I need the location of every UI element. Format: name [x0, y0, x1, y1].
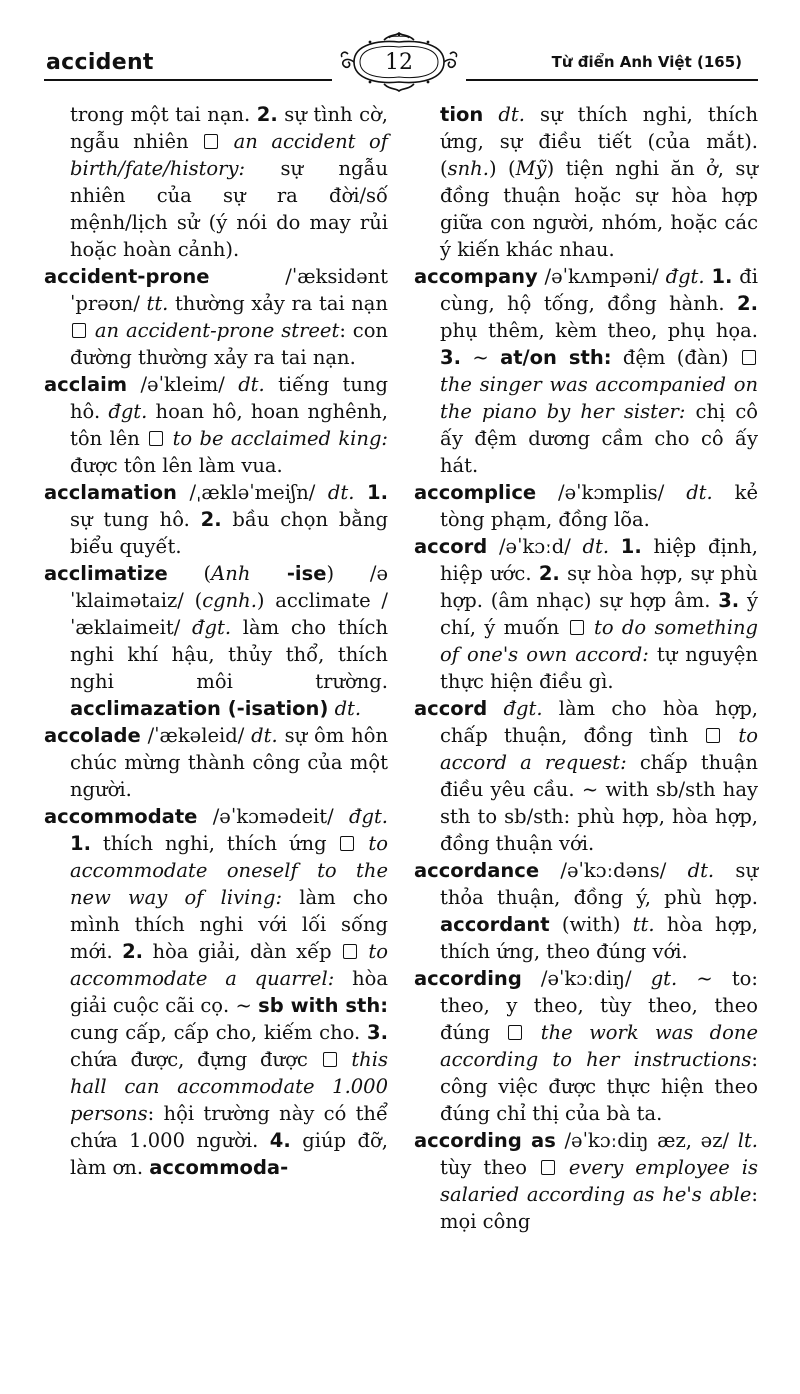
italic-text: đgt.	[665, 265, 705, 288]
italic-text: to accord a request:	[440, 724, 758, 774]
italic-text: to do something of one's own accord:	[440, 616, 758, 666]
definition-text: bầu chọn bằng biểu quyết.	[70, 508, 388, 558]
italic-text: dt.	[686, 481, 713, 504]
definition-text: sự tình cờ, ngẫu nhiên	[70, 103, 388, 153]
headword: according	[414, 967, 522, 990]
italic-text: cgnh.	[202, 589, 257, 612]
bold-text: tion	[440, 103, 484, 126]
definition-text: : công việc được thực hiện theo đúng chỉ thị của bà ta.	[440, 1048, 758, 1125]
bold-text: 1.	[711, 265, 733, 288]
definition-text: /əˈkɔːdəns/	[539, 859, 688, 882]
entry-accolade	[44, 722, 388, 803]
italic-text: Mỹ	[515, 157, 547, 180]
definition-text: đệm (đàn)	[611, 346, 740, 369]
italic-text: đgt.	[503, 697, 543, 720]
example-box-icon	[742, 350, 756, 365]
header-rule-right	[466, 79, 758, 81]
definition-text: hòa hợp, thích ứng, theo đúng với.	[440, 913, 758, 963]
definition-text: /əˈkɔːdiŋ/	[521, 967, 651, 990]
bold-text: 2.	[737, 292, 758, 315]
definition-text: /əˈkleim/	[127, 373, 239, 396]
headword: acclamation	[44, 481, 177, 504]
definition-text: /əˈkɔːd/	[487, 535, 583, 558]
example-box-icon	[343, 944, 357, 959]
definition-text	[487, 697, 503, 720]
headword: accord	[414, 535, 488, 558]
left-column	[44, 101, 388, 1181]
italic-text: đgt.	[349, 805, 388, 828]
example-box-icon	[204, 134, 218, 149]
definition-text	[609, 535, 621, 558]
definition-text: ~ to: theo, y theo, tùy theo, theo đúng	[440, 967, 758, 1044]
bold-text: acclimazation (-isation)	[70, 697, 329, 720]
headword: accomplice	[414, 481, 537, 504]
definition-text	[483, 103, 498, 126]
definition-text: /ˌækləˈmeiʃn/	[176, 481, 328, 504]
entry-according-as	[414, 1127, 758, 1235]
italic-text: the singer was accompanied on the piano by her sister:	[440, 373, 758, 423]
italic-text: dt.	[687, 859, 715, 882]
headword: according as	[414, 1129, 556, 1152]
definition-text: : con đường thường xảy ra tai nạn.	[70, 319, 388, 369]
italic-text: to accommodate oneself to the new way of living:	[70, 832, 388, 909]
entry-accord-verb	[414, 695, 758, 857]
bold-text: 3.	[718, 589, 740, 612]
definition-text	[354, 481, 367, 504]
header-rule-left	[44, 79, 332, 81]
bold-text: 2.	[256, 103, 278, 126]
bold-text: at/on sth:	[500, 346, 612, 369]
definition-text: sự ôm hôn chúc mừng thành công của một người.	[70, 724, 388, 801]
definition-text: ) /əˈklaimətaiz/ (	[70, 562, 389, 612]
italic-text: Anh	[211, 562, 251, 585]
definition-text: thích nghi, thích ứng	[90, 832, 339, 855]
bold-text: -ise	[250, 562, 327, 585]
definition-text: đi cùng, hộ tống, đồng hành.	[440, 265, 759, 315]
definition-text: (with)	[549, 913, 633, 936]
italic-text: lt.	[737, 1129, 758, 1152]
bold-text: 3.	[440, 346, 461, 369]
definition-text: làm cho thích nghi khí hậu, thủy thổ, thích nghi môi trường.	[70, 616, 389, 693]
definition-text: : hội trường này có thể chứa 1.000 người.	[70, 1102, 388, 1152]
headword: accolade	[44, 724, 141, 747]
italic-text: tt.	[146, 292, 169, 315]
headword: accommodate	[44, 805, 198, 828]
page-number: 12	[385, 50, 413, 75]
italic-text: the work was done according to her instructions	[440, 1021, 758, 1071]
definition-text: ) acclimate /ˈæklaimeit/	[70, 589, 388, 639]
example-box-icon	[706, 728, 720, 743]
italic-text: tt.	[632, 913, 655, 936]
italic-text: an accident of birth/fate/history:	[70, 130, 388, 180]
definition-text: (	[167, 562, 212, 585]
headword: accord	[414, 697, 488, 720]
definition-text: /ˈæksidənt ˈprəʊn/	[70, 265, 388, 315]
bold-text: accommoda-	[149, 1156, 289, 1179]
italic-text: dt.	[498, 103, 525, 126]
entry-accommodate	[44, 803, 388, 1181]
example-box-icon	[570, 620, 584, 635]
bold-text: 2.	[538, 562, 560, 585]
definition-text: : mọi công	[440, 1183, 758, 1233]
italic-text: dt.	[238, 373, 265, 396]
definition-text: ~	[460, 346, 501, 369]
bold-text: 1.	[367, 481, 388, 504]
italic-text: dt.	[582, 535, 610, 558]
definition-text: /əˈkɔmplis/	[536, 481, 687, 504]
headword: accident-prone	[44, 265, 210, 288]
definition-text: hiệp định, hiệp ước.	[440, 535, 758, 585]
dictionary-title: Từ điển Anh Việt (165)	[551, 53, 742, 71]
example-box-icon	[508, 1025, 522, 1040]
definition-text: hòa giải, dàn xếp	[143, 940, 342, 963]
entry-acclimatize	[44, 560, 388, 722]
definition-text: được tôn lên làm vua.	[70, 454, 283, 477]
definition-text: sự ngẫu nhiên của sự ra đời/số mệnh/lịch sử (ý nói do may rủi hoặc hoàn cảnh).	[70, 157, 388, 261]
bold-text: sb with sth:	[258, 994, 388, 1017]
definition-text: chứa được, đựng được	[70, 1048, 321, 1071]
example-box-icon	[149, 431, 163, 446]
italic-text: this hall can accommodate 1.000 persons	[70, 1048, 388, 1125]
definition-text: sự thỏa thuận, đồng ý, phù hợp.	[440, 859, 758, 909]
entry-accident-prone	[44, 263, 388, 371]
italic-text: dt.	[327, 481, 355, 504]
headword: acclaim	[44, 373, 128, 396]
definition-text: /ˈækəleid/	[140, 724, 252, 747]
entry-accord-noun	[414, 533, 758, 695]
entry-accompany	[414, 263, 758, 479]
italic-text: snh.	[447, 157, 489, 180]
headword: accompany	[414, 265, 538, 288]
example-box-icon	[541, 1160, 555, 1175]
example-box-icon	[323, 1052, 337, 1067]
definition-text: kẻ tòng phạm, đồng lõa.	[440, 481, 758, 531]
bold-text: 3.	[367, 1021, 388, 1044]
entry-acclaim	[44, 371, 388, 479]
definition-text: sự thích nghi, thích ứng, sự điều tiết (của mắt). (	[440, 103, 758, 180]
italic-text: đgt.	[192, 616, 232, 639]
bold-text: accordant	[440, 913, 550, 936]
entry-accomplice	[414, 479, 758, 533]
page-header	[0, 0, 800, 95]
page-number-ornament	[334, 32, 464, 92]
definition-text: cung cấp, cấp cho, kiếm cho.	[70, 1021, 368, 1044]
entry-accident-cont	[44, 101, 388, 263]
definition-text: ý chí, ý muốn	[440, 589, 758, 639]
headword: acclimatize	[44, 562, 168, 585]
italic-text: dt.	[251, 724, 278, 747]
bold-text: 2.	[122, 940, 144, 963]
italic-text: đgt.	[108, 400, 148, 423]
guide-word: accident	[46, 50, 154, 75]
bold-text: 4.	[269, 1129, 291, 1152]
entry-accordance	[414, 857, 758, 965]
definition-text: tùy theo	[440, 1156, 539, 1179]
italic-text: to be acclaimed king:	[165, 427, 388, 450]
definition-text: ) tiện nghi ăn ở, sự đồng thuận hoặc sự hòa hợp giữa con người, nhóm, hoặc các ý kiến khác nhau.	[440, 157, 758, 261]
definition-text: phụ thêm, kèm theo, phụ họa.	[440, 319, 758, 342]
definition-text: ) (	[488, 157, 516, 180]
definition-text: tiếng tung hô.	[70, 373, 388, 423]
definition-text: /əˈkɔmədeit/	[197, 805, 349, 828]
definition-text: làm cho mình thích nghi với lối sống mới.	[70, 886, 388, 963]
example-box-icon	[340, 836, 354, 851]
definition-text: trong một tai nạn.	[70, 103, 257, 126]
definition-text: làm cho hòa hợp, chấp thuận, đồng tình	[440, 697, 758, 747]
example-box-icon	[72, 323, 86, 338]
italic-text: an accident-prone street	[88, 319, 340, 342]
entry-according	[414, 965, 758, 1127]
right-column	[414, 101, 758, 1235]
definition-text: hoan hô, hoan nghênh, tôn lên	[70, 400, 388, 450]
definition-text: chị cô ấy đệm dương cầm cho cô ấy hát.	[440, 400, 758, 477]
entry-accommodation-cont	[414, 101, 758, 263]
definition-text: sự tung hô.	[70, 508, 201, 531]
definition-text: /əˈkɔːdiŋ æz, əz/	[555, 1129, 738, 1152]
bold-text: 1.	[620, 535, 642, 558]
entry-acclamation	[44, 479, 388, 560]
bold-text: 1.	[70, 832, 91, 855]
definition-text: /əˈkʌmpəni/	[537, 265, 666, 288]
definition-text: thường xảy ra tai nạn	[168, 292, 388, 315]
italic-text: dt.	[334, 697, 362, 720]
definition-text: sự hòa hợp, sự phù hợp. (âm nhạc) sự hợp âm.	[440, 562, 758, 612]
definition-text: tự nguyện thực hiện điều gì.	[440, 643, 758, 693]
definition-text: giúp đỡ, làm ơn.	[70, 1129, 388, 1179]
italic-text: to accommodate a quarrel:	[70, 940, 389, 990]
italic-text: every employee is salaried according as he's able	[440, 1156, 758, 1206]
headword: accordance	[414, 859, 540, 882]
italic-text: gt.	[650, 967, 678, 990]
bold-text: 2.	[200, 508, 222, 531]
definition-text: hòa giải cuộc cãi cọ. ~	[70, 967, 388, 1017]
definition-text: chấp thuận điều yêu cầu. ~ with sb/sth hay sth to sb/sth: phù hợp, hòa hợp, đồng thuận với.	[440, 751, 758, 855]
